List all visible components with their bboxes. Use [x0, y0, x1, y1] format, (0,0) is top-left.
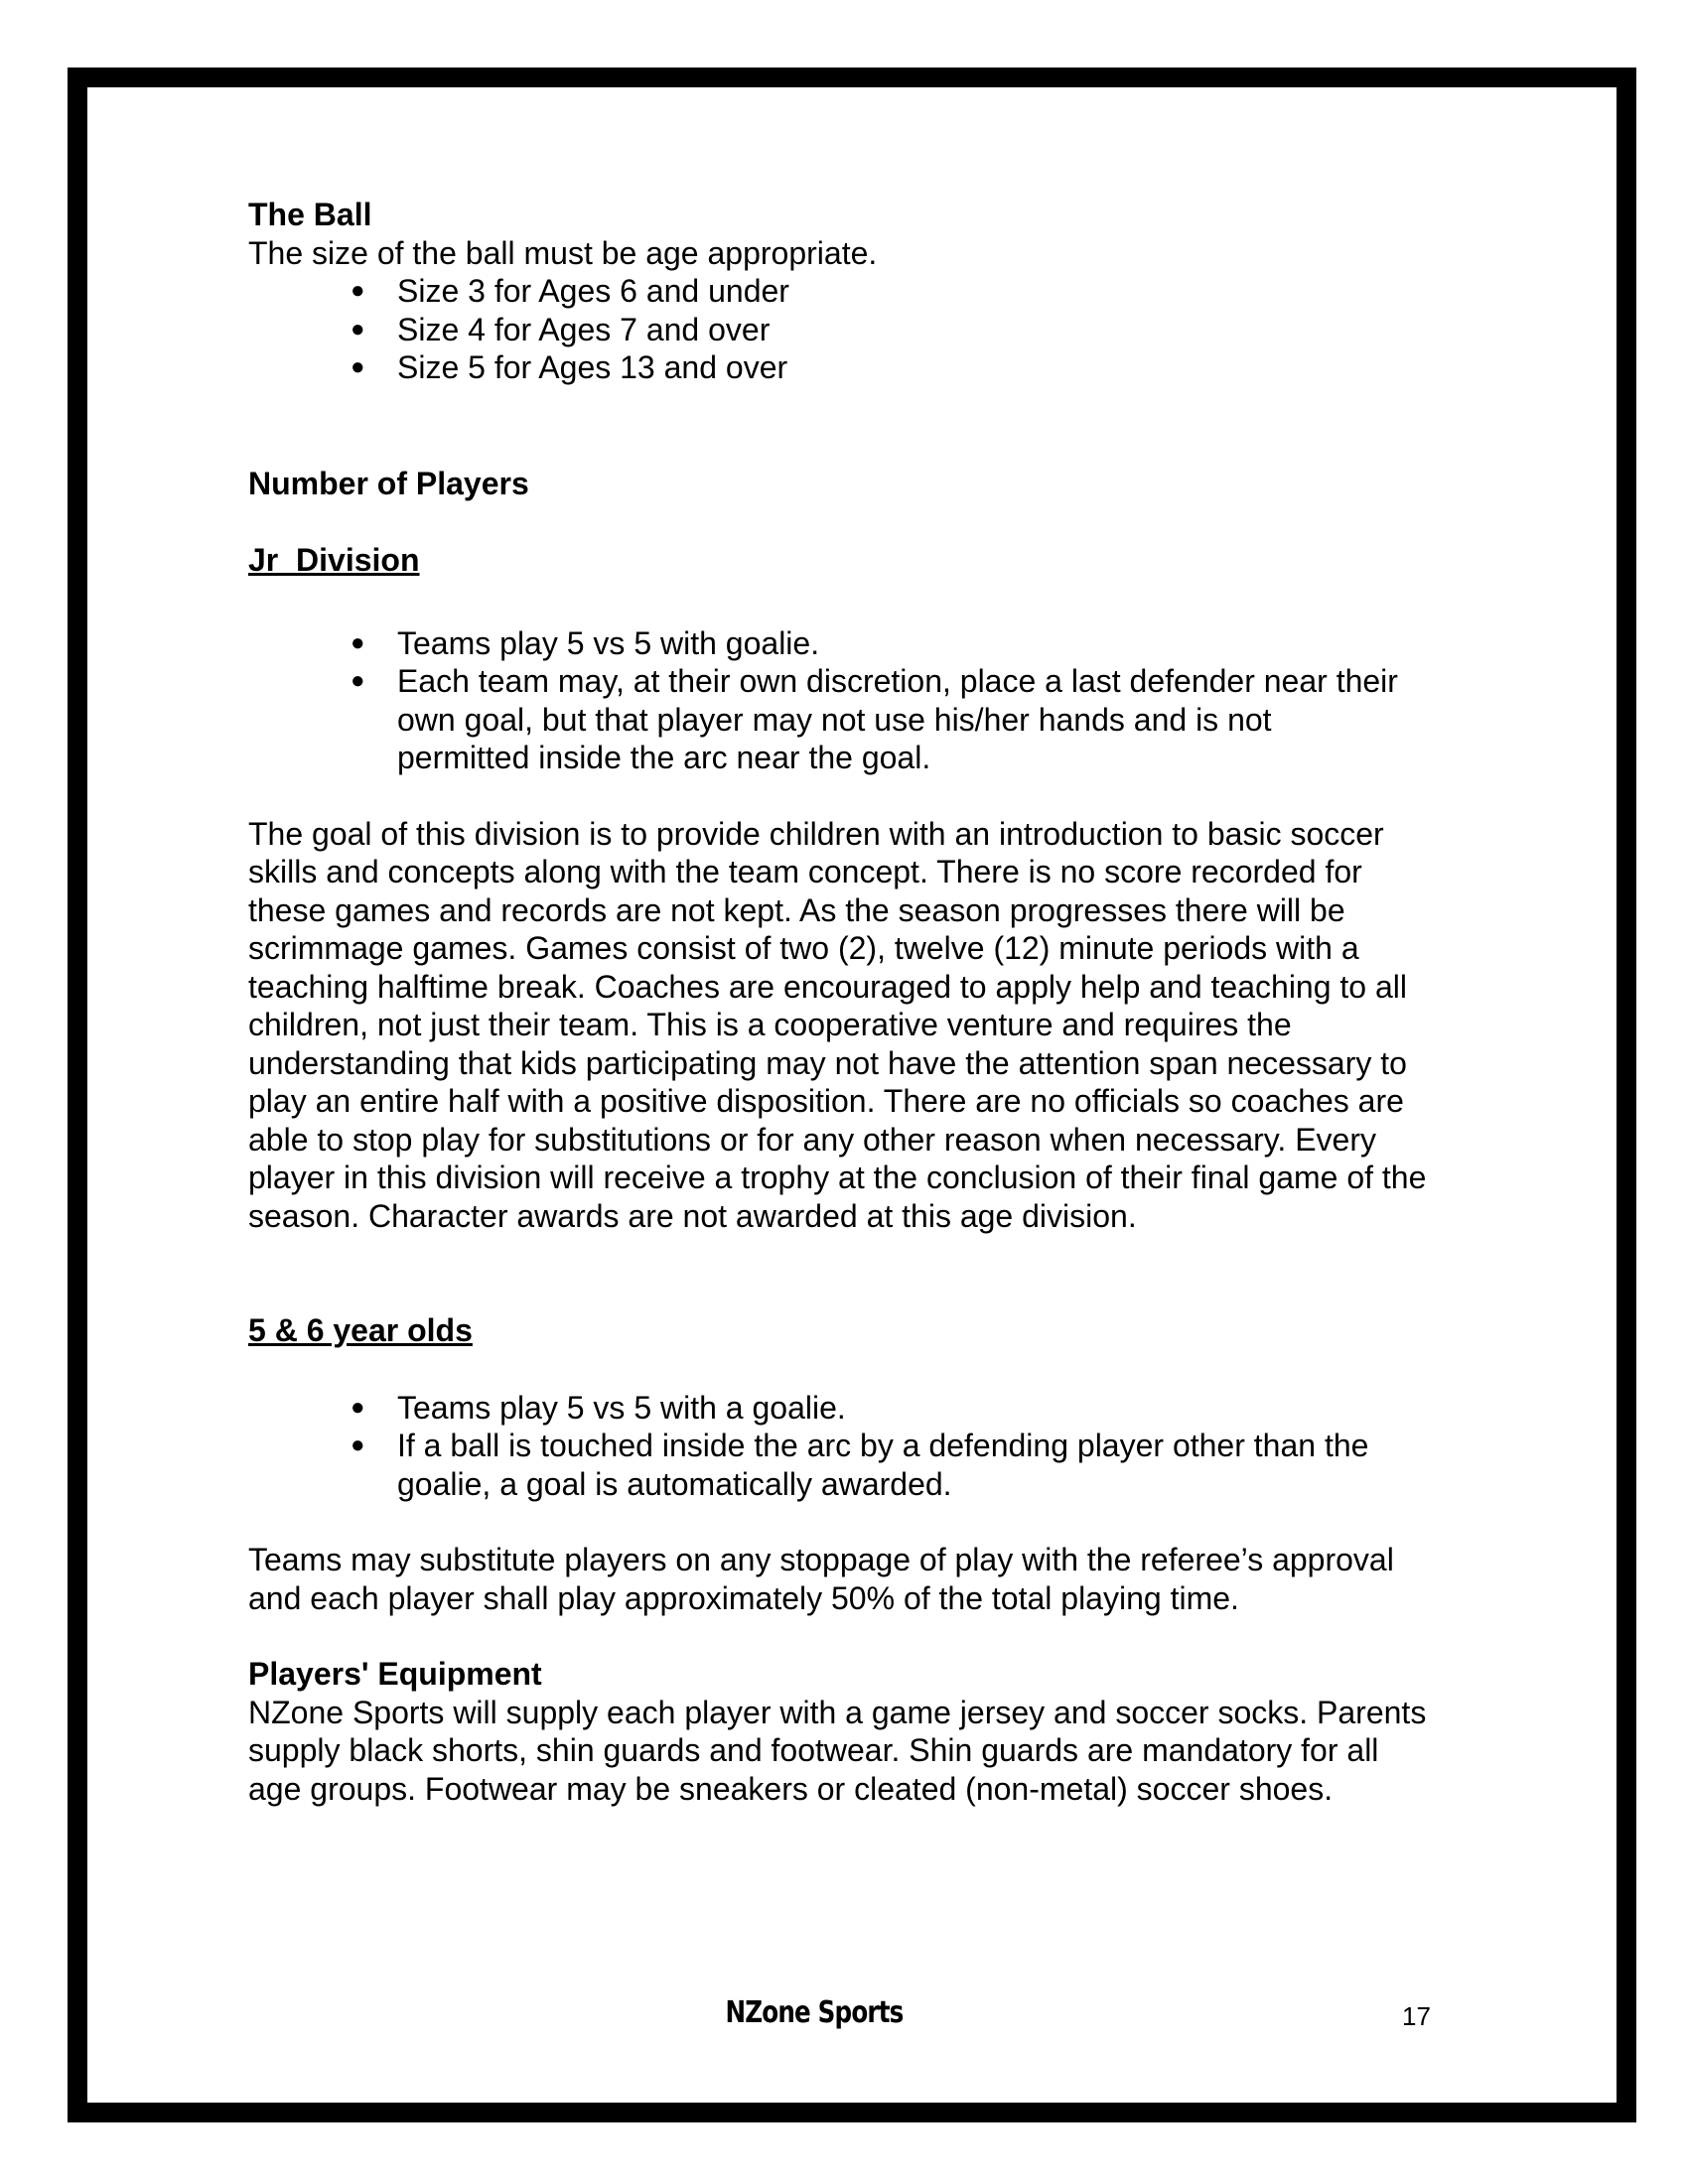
bullet-icon: ●	[351, 353, 365, 380]
five-six-paragraph: Teams may substitute players on any stoppage of play with the referee’s approval and each player shall play approximately 50% of the total playing time.	[248, 1542, 1394, 1616]
footer-brand: NZone Sports	[725, 1995, 904, 2030]
list-item: ● Size 4 for Ages 7 and over	[351, 311, 771, 347]
five-six-list	[248, 1389, 1440, 1504]
list-item: ● If a ball is touched inside the arc by a defending player other than the goalie, a goal is automatically awarded.	[351, 1428, 1369, 1502]
bullet-icon: ●	[351, 667, 365, 694]
list-item: ● Each team may, at their own discretion, place a last defender near their own goal, but that player may not use his/her hands and is not permitted inside the arc near the goal.	[351, 663, 1398, 775]
equipment-paragraph: NZone Sports will supply each player with a game jersey and soccer socks. Parents supply black shorts, shin guards and footwear. Shin guards are mandatory for all age groups. Footwear may be sneakers or cleated (non-metal) soccer shoes.	[248, 1694, 1427, 1807]
bullet-icon: ●	[351, 277, 365, 304]
ball-size-list	[248, 272, 1440, 387]
section-heading-ball: The Ball	[248, 197, 372, 232]
bullet-icon: ●	[351, 1393, 365, 1421]
list-item: ● Teams play 5 vs 5 with goalie.	[351, 624, 820, 661]
jr-division-paragraph: The goal of this division is to provide children with an introduction to basic soccer skills and concepts along with the team concept. There is no score recorded for these games and records are not kept. As the season progresses there will be scrimmage games. Games consist of two (2), twelve (12) minute periods with a teaching halftime break. Coaches are encouraged to apply help and teaching to all children, not just their team. This is a cooperative venture and requires the understanding that kids participating may not have the attention span necessary to play an entire half with a positive disposition. There are no officials so coaches are able to stop play for substitutions or for any other reason when necessary. Every player in this division will receive a trophy at the conclusion of their final game of the season. Character awards are not awarded at this age division.	[248, 815, 1427, 1234]
document-body	[248, 196, 1440, 1808]
list-item: ● Teams play 5 vs 5 with a goalie.	[351, 1389, 846, 1426]
bullet-icon: ●	[351, 1432, 365, 1458]
section-heading-five-six: 5 & 6 year olds	[248, 1312, 473, 1348]
section-heading-jr-division: Jr Division	[248, 542, 420, 578]
bullet-icon: ●	[351, 315, 365, 342]
section-heading-equipment: Players' Equipment	[248, 1656, 542, 1692]
list-item: ● Size 3 for Ages 6 and under	[351, 273, 789, 309]
jr-division-list	[248, 624, 1440, 777]
ball-intro: The size of the ball must be age appropriate.	[248, 234, 878, 271]
section-heading-players: Number of Players	[248, 465, 529, 501]
list-item: ● Size 5 for Ages 13 and over	[351, 349, 788, 385]
page-number: 17	[1402, 2001, 1431, 2031]
bullet-icon: ●	[351, 628, 365, 656]
